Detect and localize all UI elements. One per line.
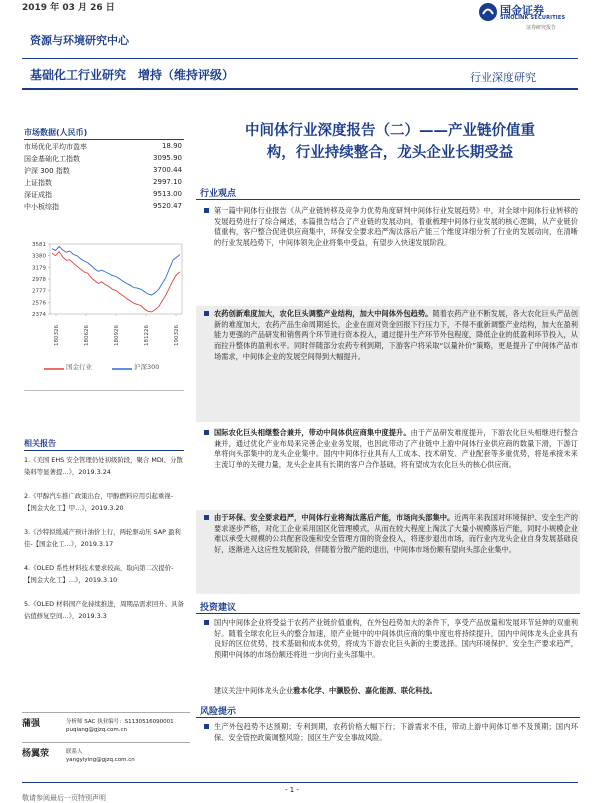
footer-divider <box>22 782 578 783</box>
logo-mark-icon <box>478 2 498 22</box>
chart-legend <box>24 360 184 384</box>
market-row <box>24 202 182 214</box>
related-report-link[interactable]: 4.《OLED 系性材料技术要求较高，取向第二次提价-【国金大化工】…》，2019.3.10 <box>24 564 174 584</box>
market-row <box>24 142 182 154</box>
header-divider-bottom <box>22 88 578 90</box>
market-value: 3095.90 <box>153 154 182 162</box>
analyst-cert: 分析师 SAC 执业编号：S1130516090001 <box>66 719 174 725</box>
report-title-line: 构，行业持续整合，龙头企业长期受益 <box>266 145 514 161</box>
y-tick-label: 3380 <box>32 253 46 260</box>
market-row <box>24 178 182 190</box>
page-number: - 1 - <box>285 786 299 794</box>
logo-sub-text: 证券研究报告 <box>526 25 557 31</box>
market-label: 国金基础化工指数 <box>24 155 80 163</box>
analyst-name: 杨翼荥 <box>22 749 50 759</box>
market-value: 3700.44 <box>153 166 182 174</box>
x-tick-label: 180326 <box>54 325 60 346</box>
market-label: 沪深 300 指数 <box>24 167 70 175</box>
analyst-divider <box>22 742 190 743</box>
legend-label: 沪深300 <box>134 363 160 371</box>
related-report-link[interactable]: 5.《OLED 材料国产化持续推进，周期品需求回升、具备估值修复空间…》，2019.3.3 <box>24 600 184 620</box>
market-row <box>24 154 182 166</box>
market-label: 中小板综指 <box>24 203 59 211</box>
viewpoint-paragraph: 农药创新难度加大，农化巨头调整产业结构，加大中间体外包趋势。随着农药产业不断发展，各大农化巨头产品创新的难度加大，农药产品生命周期延长，企业在面对资金回报下行压力下，不得不重新调整产业结构，加大在盈利能力更强的产品研发和销售两个环节进行资本投入，通过提升生产环节外包程度，降低企业的低盈利环节投入，从而拉升整体的盈利水平。同时伴随部分农药专利到期，下游客户将采取“以量补价”策略，更是提升了中间体产品市场需求，中间体企业的发展空间得到大幅提升。 <box>214 309 578 363</box>
x-tick-label: 190326 <box>174 325 180 346</box>
y-tick-label: 3179 <box>32 265 46 272</box>
related-report-link[interactable]: 1.《美国 EHS 安全管理仍处初级阶段，聚合 MDI、分散染料等显著提…》，2019.3.24 <box>24 456 183 476</box>
bullet-icon <box>204 620 209 625</box>
department: 资源与环境研究中心 <box>30 34 129 47</box>
industry-rating: 基础化工行业研究 增持（维持评级） <box>30 68 235 82</box>
section-heading-investment: 投资建议 <box>200 603 237 613</box>
y-tick-label: 2576 <box>32 300 46 307</box>
chart-divider <box>24 390 184 391</box>
market-label: 市场优化平均市盈率 <box>24 143 87 151</box>
bullet-icon <box>204 208 209 213</box>
report-date: 2019 年 03 月 26 日 <box>22 3 115 13</box>
viewpoint-paragraph: 第一篇中间体行业报告《从产业链转移及竞争力优势角度研判中间体行业发展趋势》中，对全球中间体行业转移的发展趋势进行了综合阐述，本篇报告结合了产业链的发展动向，着重梳理中间体行业发展的核心逻辑，从产业链价值重构，客户整合促进供应商集中，环保安全要求趋严淘汰落后产能三个维度详细分析了行业的发展动向，在清晰的行业发展趋势下，中间体领先企业将集中受益，有望步入快速发展阶段。 <box>214 206 578 249</box>
market-value: 18.90 <box>161 142 182 150</box>
viewpoint-paragraph: 由于环保、安全要求趋严，中间体行业将淘汰落后产能，市场向头部集中。近两年来我国对环境保护、安全生产的要求逐步严格，对化工企业采用国区化管理模式，从而在较大程度上淘汰了大量小规模落后产能，同时小规模企业难以承受大规模的公共配套设施和安全管理方面的资金投入，将逐步退出市场，而行业内龙头企业自身发展基础良好，逐渐进入这应性发展阶段，伴随着分散产能的退出，中间体市场份额有望向头部企业集中。 <box>214 513 578 556</box>
x-tick-label: 180926 <box>114 325 120 346</box>
market-label: 上证指数 <box>24 179 52 187</box>
legend-swatch-hs300-icon <box>112 366 132 372</box>
investment-paragraph: 国内中间体企业将受益于农药产业链价值重构，在外包趋势加大的条件下，享受产品放量和发展环节延伸的双重利好。随着全球农化巨头的整合加速，原产业链中的中间体供应商的集中度也将持续提升，国内中间体龙头企业具有良好的区位优势、技术基础和成本优势，将成为下游农化巨头新的主要选择。国内环境保护、安全生产要求趋严，预期中间体的市场份额还将进一步向行业头部集中。 <box>214 618 578 661</box>
section-heading-viewpoints: 行业观点 <box>200 189 237 199</box>
analyst-email[interactable]: yangyiying@gjzq.com.cn <box>66 757 135 763</box>
analyst-divider <box>22 712 190 713</box>
bullet-icon <box>204 515 209 520</box>
series-line-hs300 <box>52 246 180 295</box>
related-reports-title: 相关报告 <box>24 439 56 448</box>
market-value: 9513.00 <box>153 190 182 198</box>
y-tick-label: 2978 <box>32 277 46 283</box>
y-tick-label: 3581 <box>32 242 46 248</box>
y-tick-label: 2374 <box>32 312 46 318</box>
investment-recommendation: 建议关注中间体龙头企业雅本化学、中灏股份、嘉化能源、联化科技。 <box>214 686 437 695</box>
x-tick-label: 180626 <box>84 325 90 346</box>
footer-disclaimer: 敬请参阅最后一页特别声明 <box>22 794 106 802</box>
logo-cn-text: 国金证券 <box>500 4 544 17</box>
market-title-divider <box>24 139 184 140</box>
related-report-link[interactable]: 2.《甲醇汽车推广政策出台，甲醇燃料应用引起重视-【国金大化工】甲…》，2019.3.20 <box>24 492 173 512</box>
analyst-role: 联系人 <box>66 749 83 755</box>
series-line-industry <box>52 252 180 312</box>
section-divider <box>196 613 580 614</box>
y-tick-label: 2777 <box>32 288 46 295</box>
report-type: 行业深度研究 <box>470 71 536 84</box>
bullet-icon <box>204 311 209 316</box>
section-divider <box>196 199 580 200</box>
analyst-name: 蒲强 <box>22 719 41 729</box>
report-title-line: 中间体行业深度报告（二）——产业链价值重 <box>245 123 535 139</box>
market-row <box>24 166 182 178</box>
report-title <box>200 120 580 164</box>
plot-frame <box>50 244 182 314</box>
performance-chart <box>22 240 187 358</box>
market-label: 深证成指 <box>24 191 52 199</box>
analyst-card <box>22 746 190 770</box>
viewpoint-paragraph: 国际农化巨头相继整合兼并，带动中间体供应商集中度提升。由于产品研发难度提升，下游农化巨头相继进行整合兼并，通过优化产业布局来完善企业业务发展，也因此带动了产业链中上游中间体行业供应商的数量下滑，下游订单将向头部集中的龙头企业集中。国内中间体行业具有人工成本、技术研发、产业配套等多重优势，将是承接未来主流订单的关键力量，龙头企业具有长期的客户合作基础，将有望成为农化巨头的核心供应商。 <box>214 428 578 471</box>
bullet-icon <box>204 724 209 729</box>
x-tick-label: 181226 <box>144 325 150 346</box>
market-data-title: 市场数据(人民币) <box>24 128 88 137</box>
market-row <box>24 190 182 202</box>
bullet-icon <box>204 430 209 435</box>
section-divider <box>196 717 580 718</box>
related-title-divider <box>24 450 184 451</box>
analyst-card <box>22 716 190 740</box>
logo-en-text: SINOLINK SECURITIES <box>500 15 566 21</box>
company-logo <box>478 2 578 32</box>
analyst-email[interactable]: puqiang@gjzq.com.cn <box>66 727 127 733</box>
market-value: 2997.10 <box>153 178 182 186</box>
section-heading-risk: 风险提示 <box>200 707 237 717</box>
market-value: 9520.47 <box>153 202 182 210</box>
related-report-link[interactable]: 3.《沙特拟缓减产预计油价上行，两轮驱动压 SAP 盈利佳-【国金化工…》，2019.3.17 <box>24 528 181 548</box>
header-divider-top <box>22 58 578 59</box>
risk-paragraph: 生产外包趋势不达预期；专利到期，农药价格大幅下行；下游需求不佳，带动上游中间体订单不及预期；国内环保、安全管控政策调整风险；园区生产安全事故风险。 <box>214 722 578 743</box>
legend-label: 国金行业 <box>66 363 92 371</box>
legend-swatch-industry-icon <box>44 366 64 372</box>
